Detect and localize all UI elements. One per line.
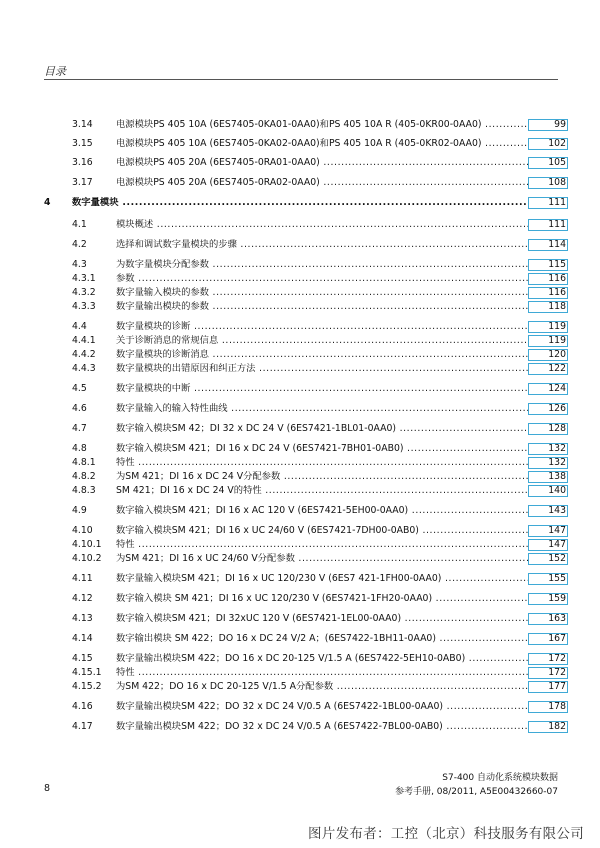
toc-entry-title[interactable]: 数字量输出模块的参数 ..... [116, 300, 528, 314]
toc-entry-page-link[interactable]: 147 [528, 525, 568, 537]
toc-entry-page-link[interactable]: 126 [528, 403, 568, 415]
toc-entry-page-link[interactable]: 132 [528, 443, 568, 455]
toc-entry-title[interactable]: 为SM 421；DI 16 x UC 24/60 V分配参数 ..... [116, 552, 528, 566]
toc-entry-page-link[interactable]: 120 [528, 349, 568, 361]
toc-entry-page-link[interactable]: 108 [528, 177, 568, 189]
toc-entry-number: 4.8.1 [72, 457, 96, 468]
toc-entry[interactable] [0, 538, 600, 552]
toc-entry-number: 4.10 [72, 525, 93, 536]
toc-entry-title[interactable]: 数字输入模块 SM 421；DI 16 x UC 120/230 V (6ES7421-1FH20-0AA0) ..... [116, 592, 528, 606]
toc-entry-page-link[interactable]: 172 [528, 667, 568, 679]
toc-entry-title[interactable]: 数字输入模块SM 421；DI 16 x DC 24 V (6ES7421-7BH01-0AB0) ..... [116, 442, 528, 456]
toc-entry-title[interactable]: 数字量模块 ..... [72, 196, 528, 210]
toc-entry-page-link[interactable]: 99 [528, 119, 568, 131]
toc-entry[interactable] [0, 572, 600, 586]
toc-entry-title[interactable]: 数字量模块的诊断消息 ..... [116, 348, 528, 362]
toc-entry-number: 4.4.3 [72, 363, 96, 374]
toc-entry-page-link[interactable]: 102 [528, 138, 568, 150]
toc-entry-title[interactable]: 电源模块PS 405 10A (6ES7405-0KA01-0AA0)和PS 405 10A R (405-0KR00-0AA0) ..... [116, 118, 528, 132]
toc-entry-number: 4.2 [72, 239, 87, 250]
toc-entry-page-link[interactable]: 177 [528, 681, 568, 693]
toc-entry-number: 4.4 [72, 321, 87, 332]
toc-entry-title[interactable]: 关于诊断消息的常规信息 ..... [116, 334, 528, 348]
toc-entry-title[interactable]: 模块概述 ..... [116, 218, 528, 232]
toc-entry-number: 4.5 [72, 383, 87, 394]
toc-entry-title[interactable]: 数字输入模块SM 421；DI 32xUC 120 V (6ES7421-1EL00-0AA0) ..... [116, 612, 528, 626]
toc-entry-page-link[interactable]: 152 [528, 553, 568, 565]
toc-entry-page-link[interactable]: 138 [528, 471, 568, 483]
toc-entry-number: 4.3.1 [72, 273, 96, 284]
toc-entry-page-link[interactable]: 124 [528, 383, 568, 395]
toc-entry-number: 4.8.2 [72, 471, 96, 482]
toc-entry-number: 4.4.1 [72, 335, 96, 346]
toc-entry-title[interactable]: 数字输入模块SM 42；DI 32 x DC 24 V (6ES7421-1BL01-0AA0) ..... [116, 422, 528, 436]
toc-entry-number: 4.17 [72, 721, 93, 732]
toc-entry-title[interactable]: 电源模块PS 405 20A (6ES7405-0RA01-0AA0) ..... [116, 156, 528, 170]
toc-entry-title[interactable]: 数字量输入模块SM 421；DI 16 x UC 120/230 V (6ES7 421-1FH00-0AA0) ..... [116, 572, 528, 586]
toc-entry-page-link[interactable]: 116 [528, 287, 568, 299]
toc-entry-title[interactable]: 数字量输出模块SM 422；DO 16 x DC 20-125 V/1.5 A (6ES7422-5EH10-0AB0) ..... [116, 652, 528, 666]
toc-entry-number: 3.15 [72, 138, 93, 149]
toc-entry-page-link[interactable]: 114 [528, 239, 568, 251]
toc-entry-title[interactable]: 数字输入模块SM 421；DI 16 x UC 24/60 V (6ES7421-7DH00-0AB0) ..... [116, 524, 528, 538]
toc-entry-title[interactable]: 特性 ..... [116, 538, 528, 552]
toc-entry[interactable] [0, 700, 600, 714]
toc-entry-number: 4.3 [72, 259, 87, 270]
toc-entry-number: 4.15 [72, 653, 93, 664]
toc-entry-number: 4.3.3 [72, 301, 96, 312]
toc-entry[interactable] [0, 680, 600, 694]
toc-entry-number: 4.16 [72, 701, 93, 712]
toc-entry-number: 4.4.2 [72, 349, 96, 360]
toc-entry-title[interactable]: 数字输入模块SM 421；DI 16 x AC 120 V (6ES7421-5EH00-0AA0) ..... [116, 504, 528, 518]
toc-entry-title[interactable]: 选择和调试数字量模块的步骤 ..... [116, 238, 528, 252]
toc-entry[interactable] [0, 156, 600, 170]
image-credit: 图片发布者：工控（北京）科技服务有限公司 [308, 826, 584, 842]
toc-entry-number: 4.3.2 [72, 287, 96, 298]
toc-entry[interactable] [0, 504, 600, 518]
toc-entry-title[interactable]: 数字量输出模块SM 422；DO 32 x DC 24 V/0.5 A (6ES7422-7BL00-0AB0) ..... [116, 720, 528, 734]
toc-entry-number: 3.16 [72, 157, 93, 168]
toc-entry-page-link[interactable]: 118 [528, 301, 568, 313]
toc-entry-number: 4.8.3 [72, 485, 96, 496]
toc-entry[interactable] [0, 422, 600, 436]
toc-entry-page-link[interactable]: 172 [528, 653, 568, 665]
toc-entry-page-link[interactable]: 111 [528, 197, 568, 209]
toc-entry[interactable] [0, 382, 600, 396]
toc-entry-number: 4.9 [72, 505, 87, 516]
toc-entry-page-link[interactable]: 147 [528, 539, 568, 551]
toc-entry[interactable] [0, 592, 600, 606]
running-header: 目录 [44, 65, 66, 78]
toc-entry-page-link[interactable]: 116 [528, 273, 568, 285]
toc-entry[interactable] [0, 320, 600, 334]
toc-entry[interactable] [0, 348, 600, 362]
toc-entry-title[interactable]: SM 421；DI 16 x DC 24 V的特性 ..... [116, 484, 528, 498]
toc-entry[interactable] [0, 456, 600, 470]
toc-entry-title[interactable]: 数字输出模块 SM 422；DO 16 x DC 24 V/2 A；(6ES7422-1BH11-0AA0) ..... [116, 632, 528, 646]
toc-entry-title[interactable]: 数字量输出模块SM 422；DO 32 x DC 24 V/0.5 A (6ES7422-1BL00-0AA0) ..... [116, 700, 528, 714]
toc-entry-number: 4.1 [72, 219, 87, 230]
toc-entry[interactable] [0, 118, 600, 132]
toc-entry-number: 4.15.2 [72, 681, 102, 692]
toc-entry-page-link[interactable]: 122 [528, 363, 568, 375]
footer-doc-ref: 参考手册, 08/2011, A5E00432660-07 [395, 787, 558, 797]
toc-entry[interactable] [0, 470, 600, 484]
toc-entry-page-link[interactable]: 155 [528, 573, 568, 585]
toc-entry-page-link[interactable]: 163 [528, 613, 568, 625]
toc-entry[interactable] [0, 632, 600, 646]
toc-entry[interactable] [0, 402, 600, 416]
toc-entry-number: 4.14 [72, 633, 93, 644]
toc-entry[interactable] [0, 612, 600, 626]
toc-entry-number: 4.8 [72, 443, 87, 454]
toc-entry-number: 4.6 [72, 403, 87, 414]
toc-entry[interactable] [0, 362, 600, 376]
toc-entry-title[interactable]: 为SM 422；DO 16 x DC 20-125 V/1.5 A分配参数 ..... [116, 680, 528, 694]
toc-entry-number: 4.7 [72, 423, 87, 434]
toc-entry-title[interactable]: 电源模块PS 405 20A (6ES7405-0RA02-0AA0) ..... [116, 176, 528, 190]
page-number: 8 [44, 783, 51, 794]
toc-entry[interactable] [0, 666, 600, 680]
toc-entry[interactable] [0, 652, 600, 666]
toc-entry[interactable] [0, 334, 600, 348]
toc-entry[interactable] [0, 524, 600, 538]
toc-entry-page-link[interactable]: 140 [528, 485, 568, 497]
toc-entry-page-link[interactable]: 182 [528, 721, 568, 733]
toc-entry-number: 4.11 [72, 573, 93, 584]
toc-entry-title[interactable]: 为SM 421；DI 16 x DC 24 V分配参数 ..... [116, 470, 528, 484]
toc-entry-number: 3.17 [72, 177, 93, 188]
toc-entry-page-link[interactable]: 105 [528, 157, 568, 169]
toc-entry-number: 4.10.2 [72, 553, 102, 564]
toc-entry-title[interactable]: 参数 ..... [116, 272, 528, 286]
toc-entry[interactable] [0, 238, 600, 252]
toc-entry[interactable] [0, 300, 600, 314]
toc-entry-title[interactable]: 特性 ..... [116, 666, 528, 680]
toc-entry[interactable] [0, 286, 600, 300]
toc-entry-title[interactable]: 为数字量模块分配参数 ..... [116, 258, 528, 272]
toc-entry[interactable] [0, 176, 600, 190]
toc-entry-page-link[interactable]: 119 [528, 321, 568, 333]
toc-entry-title[interactable]: 数字量输入的输入特性曲线 ..... [116, 402, 528, 416]
toc-entry-number: 4.15.1 [72, 667, 102, 678]
toc-entry-page-link[interactable]: 167 [528, 633, 568, 645]
toc-entry-page-link[interactable]: 143 [528, 505, 568, 517]
toc-entry-title[interactable]: 数字量模块的中断 ..... [116, 382, 528, 396]
toc-entry-page-link[interactable]: 178 [528, 701, 568, 713]
toc-entry-page-link[interactable]: 119 [528, 335, 568, 347]
toc-entry-title[interactable]: 数字量模块的出错原因和纠正方法 ..... [116, 362, 528, 376]
footer-doc-title: S7-400 自动化系统模块数据 [442, 773, 558, 783]
toc-entry[interactable] [0, 484, 600, 498]
toc-entry[interactable] [0, 720, 600, 734]
toc-entry-page-link[interactable]: 111 [528, 219, 568, 231]
toc-entry-title[interactable]: 数字量输入模块的参数 ..... [116, 286, 528, 300]
toc-entry-title[interactable]: 电源模块PS 405 10A (6ES7405-0KA02-0AA0)和PS 405 10A R (405-0KR02-0AA0) ..... [116, 137, 528, 151]
toc-entry[interactable] [0, 272, 600, 286]
toc-entry-number: 4.12 [72, 593, 93, 604]
toc-entry-number: 3.14 [72, 119, 93, 130]
toc-entry-number: 4 [44, 197, 51, 208]
toc-entry-number: 4.13 [72, 613, 93, 624]
toc-entry-page-link[interactable]: 128 [528, 423, 568, 435]
toc-entry-page-link[interactable]: 159 [528, 593, 568, 605]
toc-entry-title[interactable]: 特性 ..... [116, 456, 528, 470]
toc-entry-title[interactable]: 数字量模块的诊断 ..... [116, 320, 528, 334]
toc-entry[interactable] [0, 137, 600, 151]
toc-entry[interactable] [0, 196, 600, 210]
toc-entry-page-link[interactable]: 115 [528, 259, 568, 271]
toc-entry-page-link[interactable]: 132 [528, 457, 568, 469]
toc-entry[interactable] [0, 218, 600, 232]
toc-entry[interactable] [0, 552, 600, 566]
toc-entry-number: 4.10.1 [72, 539, 102, 550]
toc-entry[interactable] [0, 258, 600, 272]
toc-entry[interactable] [0, 442, 600, 456]
